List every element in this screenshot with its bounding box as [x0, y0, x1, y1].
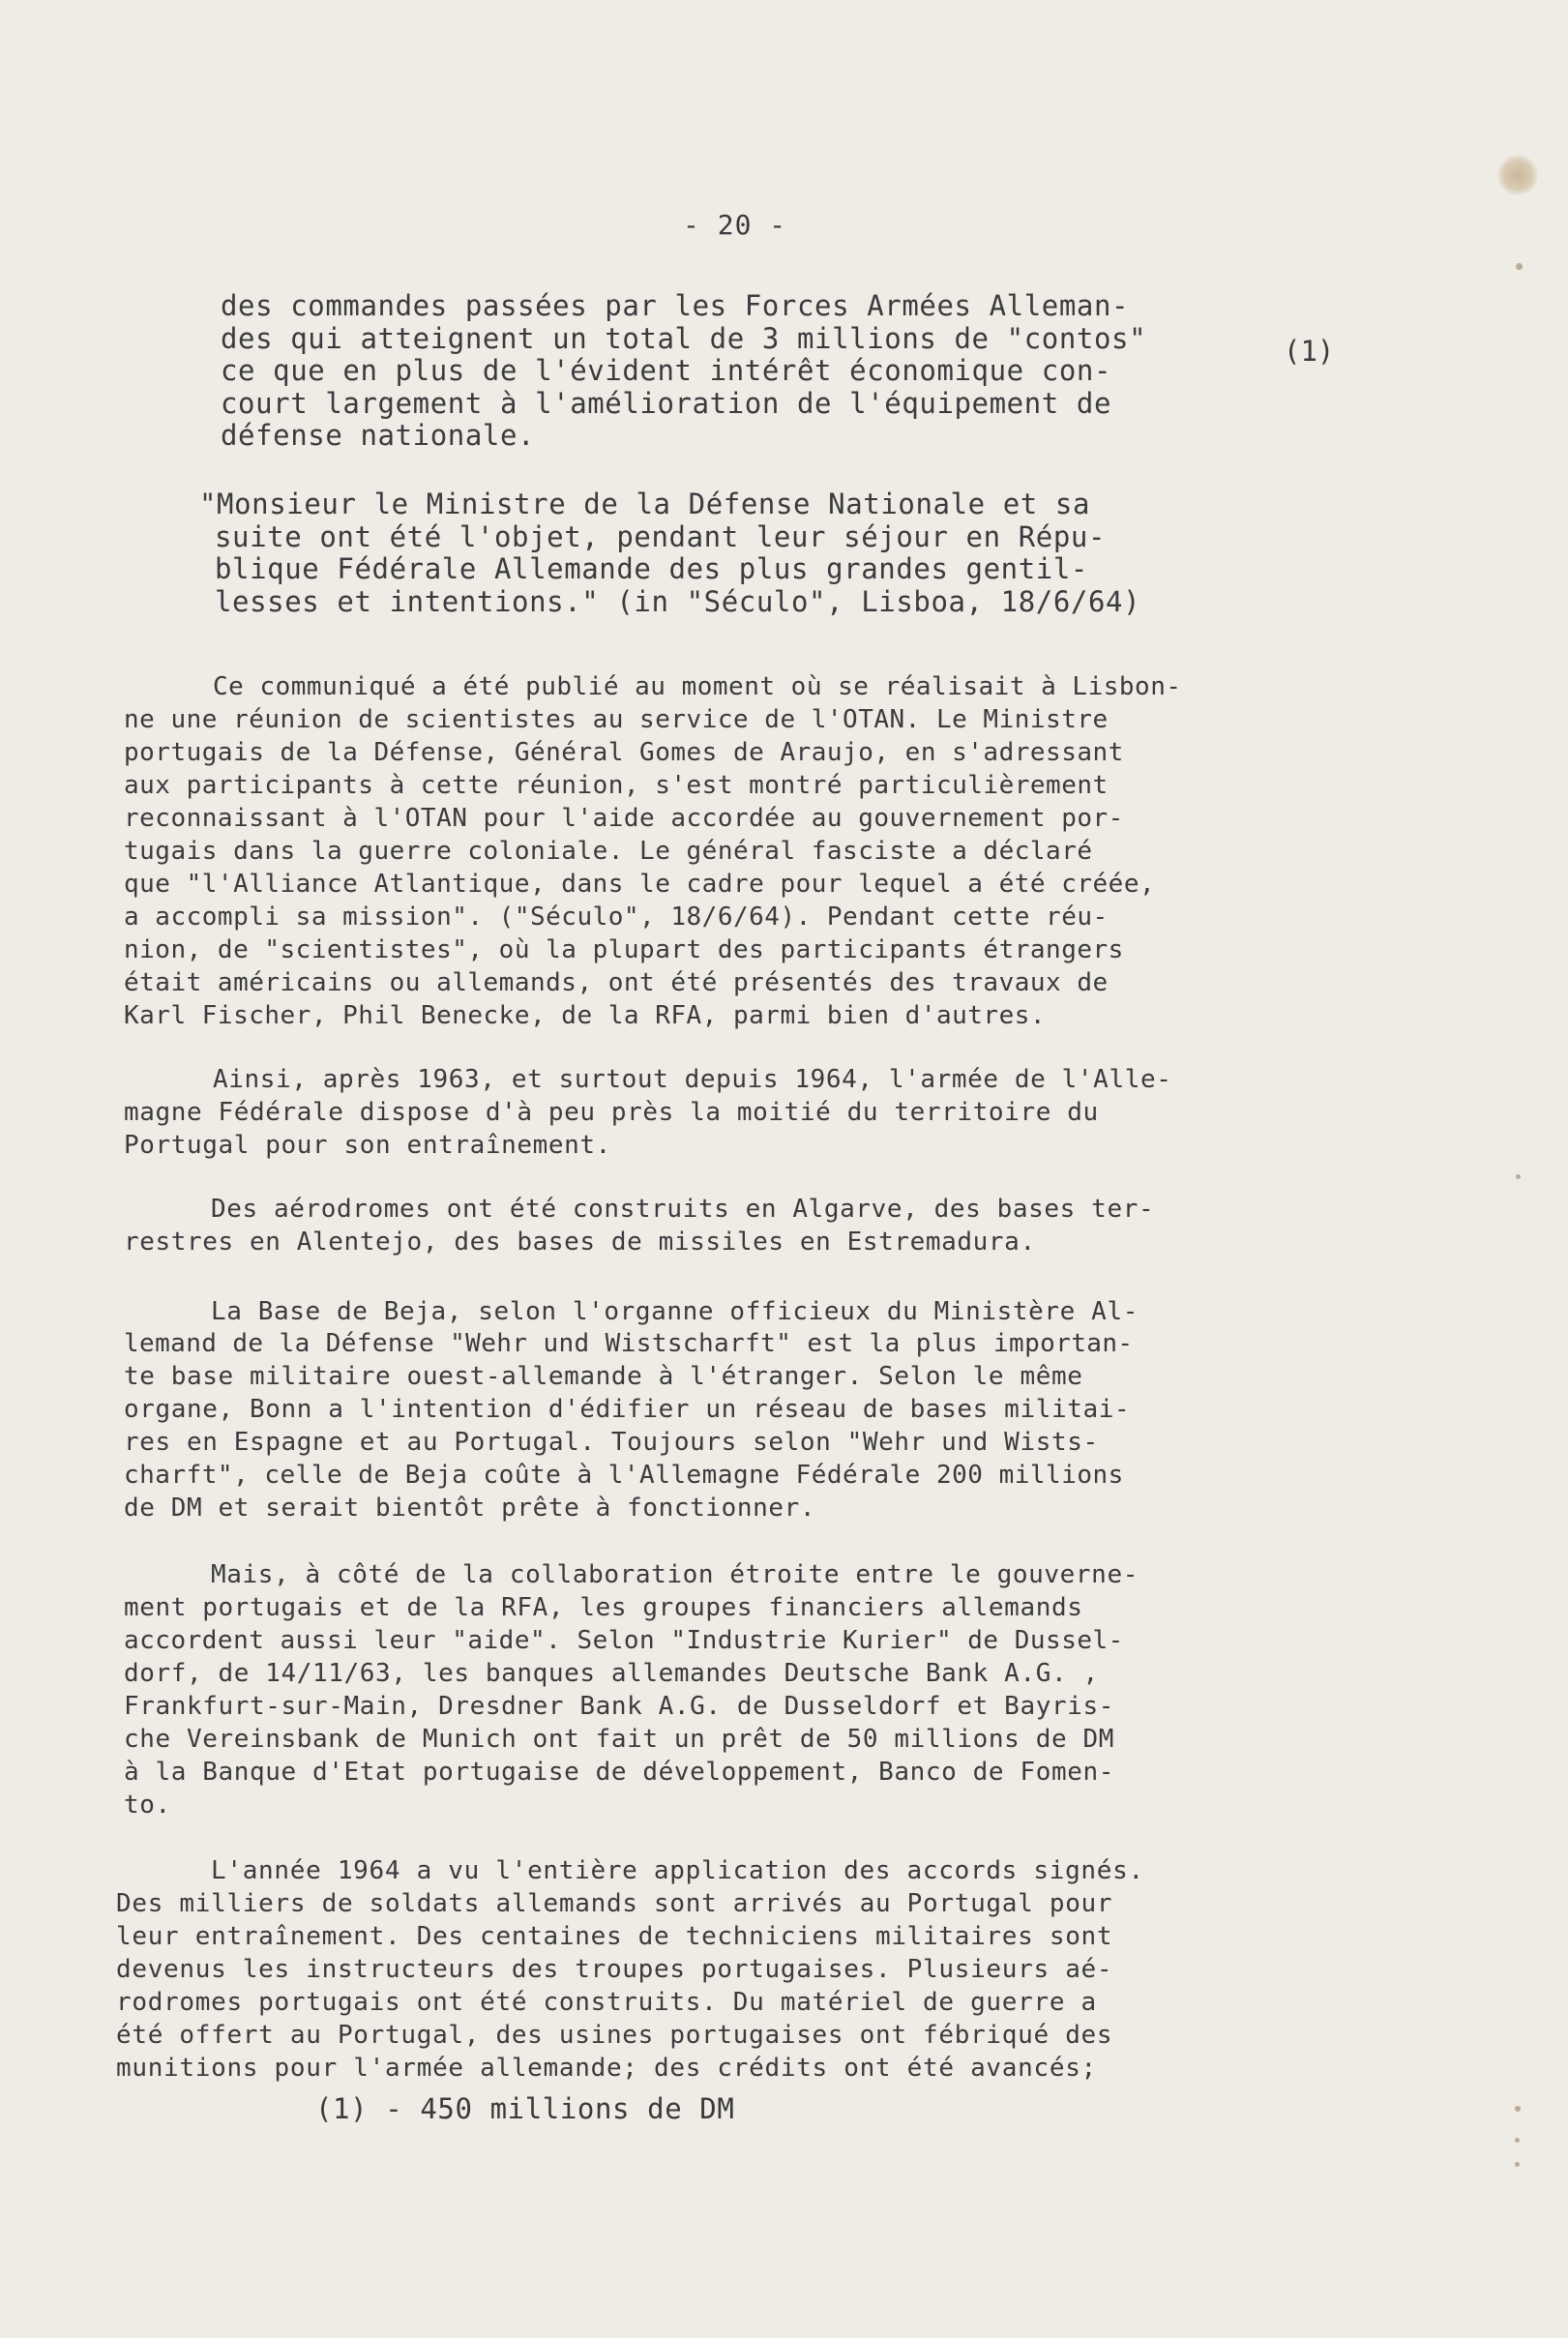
- text-line: che Vereinsbank de Munich ont fait un prêt de 50 millions de DM: [124, 1725, 1114, 1754]
- paper-stain: [1497, 155, 1538, 195]
- paper-speck: [1516, 263, 1523, 270]
- text-line: été offert au Portugal, des usines portugaises ont fébriqué des: [116, 2021, 1113, 2050]
- footnote: (1) - 450 millions de DM: [315, 2092, 735, 2125]
- text-line: restres en Alentejo, des bases de missiles en Estremadura.: [124, 1228, 1036, 1257]
- text-line: devenus les instructeurs des troupes portugaises. Plusieurs aé-: [116, 1955, 1113, 1984]
- text-line: ne une réunion de scientistes au service de l'OTAN. Le Ministre: [124, 705, 1109, 734]
- text-line: rodromes portugais ont été construits. Du matériel de guerre a: [116, 1988, 1097, 2017]
- text-line: ment portugais et de la RFA, les groupes financiers allemands: [124, 1593, 1083, 1622]
- text-line: Des milliers de soldats allemands sont arrivés au Portugal pour: [116, 1889, 1113, 1918]
- text-line: accordent aussi leur "aide". Selon "Industrie Kurier" de Dussel-: [124, 1626, 1124, 1655]
- footnote-marker: (1): [1284, 335, 1335, 368]
- quote-line: suite ont été l'objet, pendant leur séjour en Répu-: [215, 520, 1107, 553]
- quote-line: lesses et intentions." (in "Século", Lisboa, 18/6/64): [215, 585, 1141, 618]
- text-line: munitions pour l'armée allemande; des crédits ont été avancés;: [116, 2054, 1097, 2083]
- text-line: charft", celle de Beja coûte à l'Allemagne Fédérale 200 millions: [124, 1461, 1124, 1490]
- text-line: a accompli sa mission". ("Século", 18/6/64). Pendant cette réu-: [124, 903, 1109, 932]
- text-line: Ainsi, après 1963, et surtout depuis 1964, l'armée de l'Alle-: [213, 1065, 1172, 1094]
- text-line: que "l'Alliance Atlantique, dans le cadre pour lequel a été créée,: [124, 870, 1156, 899]
- paper-speck: [1516, 1174, 1521, 1179]
- paper-speck: [1515, 2162, 1520, 2167]
- quote-line: blique Fédérale Allemande des plus grandes gentil-: [215, 552, 1088, 585]
- paper-speck: [1515, 2138, 1520, 2143]
- text-line: res en Espagne et au Portugal. Toujours selon "Wehr und Wists-: [124, 1428, 1099, 1457]
- text-line: magne Fédérale dispose d'à peu près la moitié du territoire du: [124, 1098, 1099, 1127]
- paper-speck: [1515, 2106, 1521, 2112]
- text-line: to.: [124, 1790, 171, 1820]
- text-line: lemand de la Défense "Wehr und Wistscharft" est la plus importan-: [124, 1329, 1134, 1358]
- text-line: ce que en plus de l'évident intérêt économique con-: [221, 354, 1112, 387]
- text-line: La Base de Beja, selon l'organne officieux du Ministère Al-: [211, 1297, 1139, 1326]
- text-line: L'année 1964 a vu l'entière application des accords signés.: [211, 1856, 1144, 1885]
- text-line: court largement à l'amélioration de l'équipement de: [221, 387, 1112, 420]
- text-line: Frankfurt-sur-Main, Dresdner Bank A.G. de Dusseldorf et Bayris-: [124, 1692, 1114, 1721]
- text-line: portugais de la Défense, Général Gomes de Araujo, en s'adressant: [124, 738, 1124, 767]
- text-line: défense nationale.: [221, 419, 536, 452]
- text-line: à la Banque d'Etat portugaise de développement, Banco de Fomen-: [124, 1758, 1114, 1787]
- text-line: dorf, de 14/11/63, les banques allemandes Deutsche Bank A.G. ,: [124, 1659, 1099, 1688]
- text-line: reconnaissant à l'OTAN pour l'aide accordée au gouvernement por-: [124, 804, 1124, 833]
- text-line: Mais, à côté de la collaboration étroite entre le gouverne-: [211, 1560, 1139, 1589]
- text-line: était américains ou allemands, ont été présentés des travaux de: [124, 968, 1109, 997]
- text-line: des commandes passées par les Forces Armées Alleman-: [221, 289, 1130, 322]
- text-line: de DM et serait bientôt prête à fonctionner.: [124, 1494, 816, 1523]
- text-line: nion, de "scientistes", où la plupart des participants étrangers: [124, 935, 1124, 964]
- text-line: Des aérodromes ont été construits en Algarve, des bases ter-: [211, 1195, 1155, 1224]
- text-line: Ce communiqué a été publié au moment où se réalisait à Lisbon-: [213, 672, 1182, 701]
- text-line: Portugal pour son entraînement.: [124, 1131, 611, 1160]
- text-line: organe, Bonn a l'intention d'édifier un réseau de bases militai-: [124, 1395, 1131, 1424]
- text-line: leur entraînement. Des centaines de techniciens militaires sont: [116, 1922, 1113, 1951]
- text-line: te base militaire ouest-allemande à l'étranger. Selon le même: [124, 1362, 1083, 1391]
- page-number: - 20 -: [683, 209, 787, 241]
- quote-line: "Monsieur le Ministre de la Défense Nationale et sa: [199, 488, 1091, 520]
- text-line: Karl Fischer, Phil Benecke, de la RFA, parmi bien d'autres.: [124, 1001, 1047, 1030]
- text-line: tugais dans la guerre coloniale. Le général fasciste a déclaré: [124, 837, 1093, 866]
- text-line: des qui atteignent un total de 3 millions de "contos": [221, 322, 1147, 355]
- text-line: aux participants à cette réunion, s'est montré particulièrement: [124, 771, 1109, 800]
